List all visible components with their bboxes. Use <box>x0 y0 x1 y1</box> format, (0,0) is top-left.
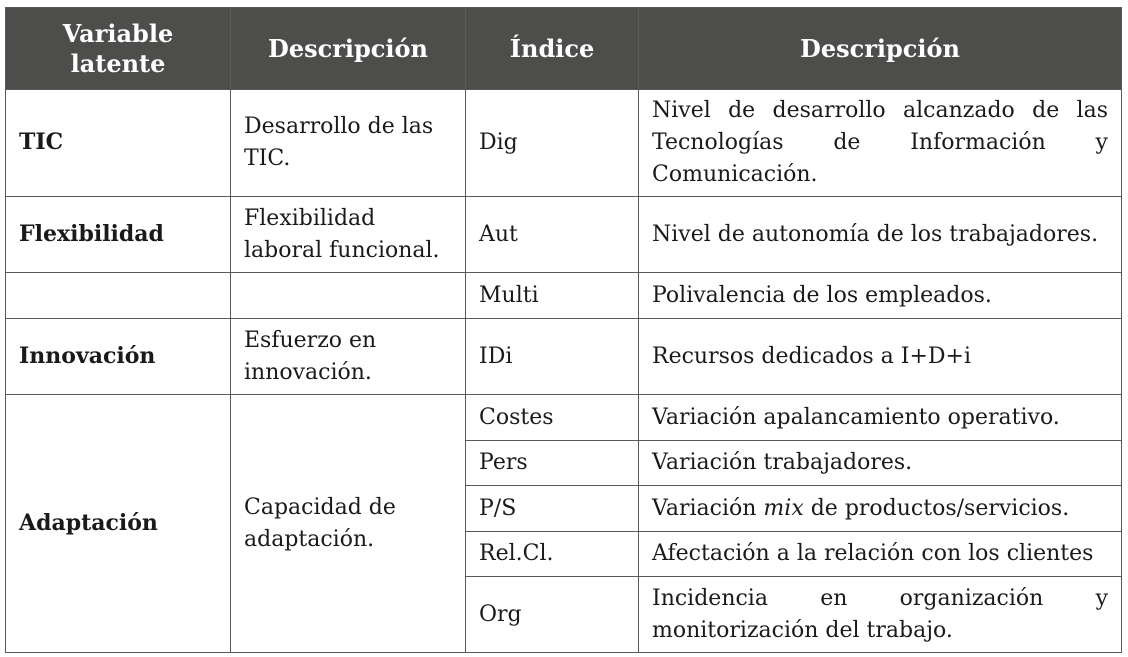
variable-cell <box>6 273 231 319</box>
description-cell: Desarrollo de las TIC. <box>231 90 466 197</box>
description-cell: Esfuerzo en innovación. <box>231 319 466 395</box>
description-cell: Flexibilidad laboral funcional. <box>231 197 466 273</box>
header-descripcion: Descripción <box>231 8 466 90</box>
variable-cell: Flexibilidad <box>6 197 231 273</box>
index-description-cell: Recursos dedicados a I+D+i <box>639 319 1122 395</box>
index-description-cell: Polivalencia de los empleados. <box>639 273 1122 319</box>
index-cell: Org <box>466 577 639 653</box>
index-cell: Rel.Cl. <box>466 532 639 577</box>
table-row <box>6 90 1122 197</box>
index-description-cell: Afectación a la relación con los clientes <box>639 532 1122 577</box>
desc-post: de productos/servicios. <box>803 495 1070 521</box>
index-description-cell <box>639 486 1122 532</box>
index-description-cell: Nivel de desarrollo alcanzado de las Tecnologías de Información y Comunicación. <box>639 90 1122 197</box>
header-variable-latente: Variable latente <box>6 8 231 90</box>
header-descripcion-indice: Descripción <box>639 8 1122 90</box>
table-row <box>6 273 1122 319</box>
index-description-cell: Variación apalancamiento operativo. <box>639 395 1122 441</box>
desc-em: mix <box>763 495 804 521</box>
variable-cell: TIC <box>6 90 231 197</box>
index-description-cell: Nivel de autonomía de los trabajadores. <box>639 197 1122 273</box>
header-row <box>6 8 1122 90</box>
index-cell: Costes <box>466 395 639 441</box>
description-cell: Capacidad de adaptación. <box>231 395 466 653</box>
description-cell <box>231 273 466 319</box>
index-cell: Multi <box>466 273 639 319</box>
table-row <box>6 319 1122 395</box>
index-description-cell: Variación trabajadores. <box>639 441 1122 486</box>
table-row <box>6 197 1122 273</box>
index-cell: Aut <box>466 197 639 273</box>
index-cell: IDi <box>466 319 639 395</box>
desc-pre: Variación <box>652 495 764 521</box>
index-cell: P/S <box>466 486 639 532</box>
table-row <box>6 395 1122 441</box>
variables-table <box>5 7 1122 653</box>
index-cell: Dig <box>466 90 639 197</box>
variable-cell: Adaptación <box>6 395 231 653</box>
index-description-cell: Incidencia en organización y monitorización del trabajo. <box>639 577 1122 653</box>
variable-cell: Innovación <box>6 319 231 395</box>
header-indice: Índice <box>466 8 639 90</box>
index-cell: Pers <box>466 441 639 486</box>
